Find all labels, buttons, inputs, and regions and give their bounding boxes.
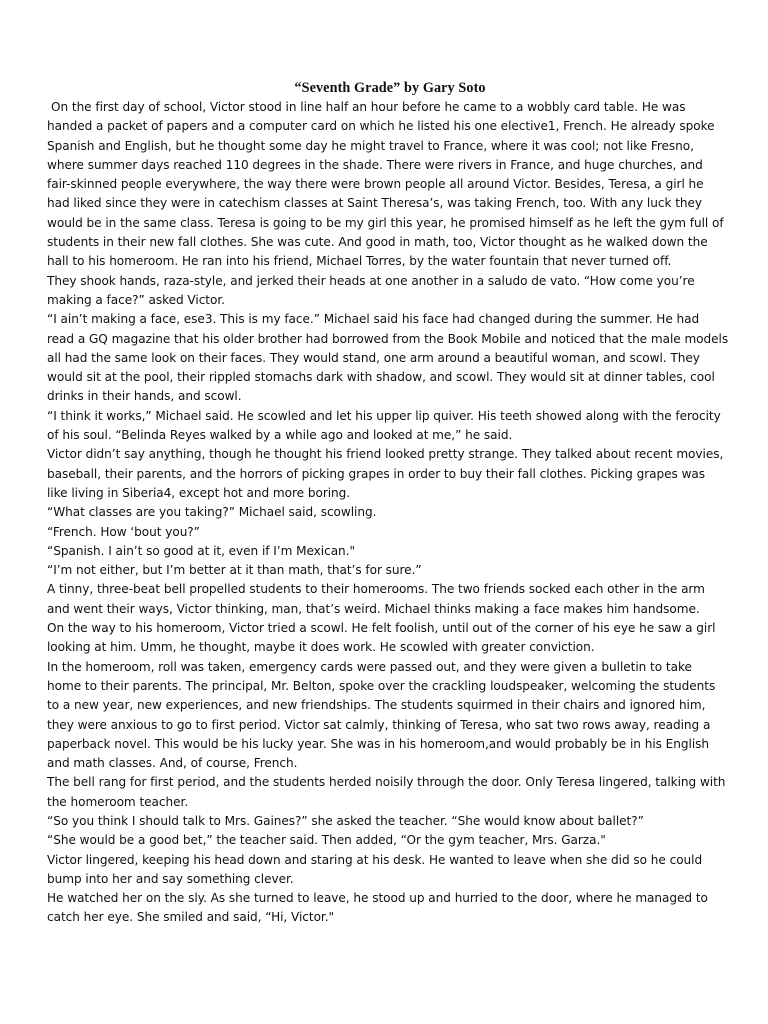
paragraph: “I’m not either, but I’m better at it than math, that’s for sure.” (47, 563, 422, 578)
document-body (47, 98, 729, 928)
paragraph: “I ain’t making a face, ese3. This is my face.” Michael said his face had changed during the summer. He had read a GQ magazine that his older brother had borrowed from the Book Mobile and noticed that the male models all had the same look on their faces. They would stand, one arm around a beautiful woman, and scowl. They would sit at the pool, their rippled stomachs dark with shadow, and scowl. They would sit at dinner tables, cool drinks in their hands, and scowl. (47, 312, 729, 404)
paragraph: “Spanish. I ain’t so good at it, even if I’m Mexican." (47, 543, 355, 558)
paragraph: In the homeroom, roll was taken, emergency cards were passed out, and they were given a bulletin to take home to their parents. The principal, Mr. Belton, spoke over the crackling loudspeaker, welcoming the students to a new year, new experiences, and new friendships. The students squirmed in their chairs and ignored him, they were anxious to go to first period. Victor sat calmly, thinking of Teresa, who sat two rows away, reading a paperback novel. This would be his lucky year. She was in his homeroom,and would probably be in his English and math classes. And, of course, French. (47, 659, 716, 771)
document-page (47, 78, 729, 928)
document-title: “Seventh Grade” by Gary Soto (294, 80, 486, 96)
paragraph: “What classes are you taking?” Michael said, scowling. (47, 505, 377, 520)
paragraph: Victor lingered, keeping his head down and staring at his desk. He wanted to leave when she did so he could bump into her and say something clever. (47, 852, 703, 886)
paragraph: On the way to his homeroom, Victor tried a scowl. He felt foolish, until out of the corner of his eye he saw a girl looking at him. Umm, he thought, maybe it does work. He scowled with greater conviction. (47, 621, 716, 655)
paragraph: On the first day of school, Victor stood in line half an hour before he came to a wobbly card table. He was handed a packet of papers and a computer card on which he listed his one elective1, French. He already spoke Spanish and English, but he thought some day he might travel to France, where it was cool; not like Fresno, where summer days reached 110 degrees in the shade. There were rivers in France, and huge churches, and fair-skinned people everywhere, the way there were brown people all around Victor. Besides, Teresa, a girl he had liked since they were in catechism classes at Saint Theresa’s, was taking French, too. With any luck they would be in the same class. Teresa is going to be my girl this year, he promised himself as he left the gym full of students in their new fall clothes. She was cute. And good in math, too, Victor thought as he walked down the hall to his homeroom. He ran into his friend, Michael Torres, by the water fountain that never turned off. (47, 100, 724, 269)
paragraph: “French. How ‘bout you?” (47, 524, 200, 539)
paragraph: “So you think I should talk to Mrs. Gaines?” she asked the teacher. “She would know about ballet?” (47, 813, 644, 828)
paragraph: He watched her on the sly. As she turned to leave, he stood up and hurried to the door, where he managed to catch her eye. She smiled and said, “Hi, Victor." (47, 891, 708, 925)
paragraph: The bell rang for first period, and the students herded noisily through the door. Only Teresa lingered, talking with the homeroom teacher. (47, 775, 726, 809)
paragraph: “She would be a good bet,” the teacher said. Then added, “Or the gym teacher, Mrs. Garza." (47, 833, 606, 848)
paragraph: “I think it works,” Michael said. He scowled and let his upper lip quiver. His teeth showed along with the ferocity of his soul. “Belinda Reyes walked by a while ago and looked at me,” he said. (47, 408, 721, 443)
paragraph: They shook hands, raza-style, and jerked their heads at one another in a saludo de vato. “How come you’re making a face?” asked Victor. (47, 273, 695, 307)
paragraph: Victor didn’t say anything, though he thought his friend looked pretty strange. They talked about recent movies, baseball, their parents, and the horrors of picking grapes in order to buy their fall clothes. Picking grapes was like living in Siberia4, except hot and more boring. (47, 447, 724, 500)
paragraph: A tinny, three-beat bell propelled students to their homerooms. The two friends socked each other in the arm and went their ways, Victor thinking, man, that’s weird. Michael thinks making a face makes him handsome. (47, 582, 705, 616)
